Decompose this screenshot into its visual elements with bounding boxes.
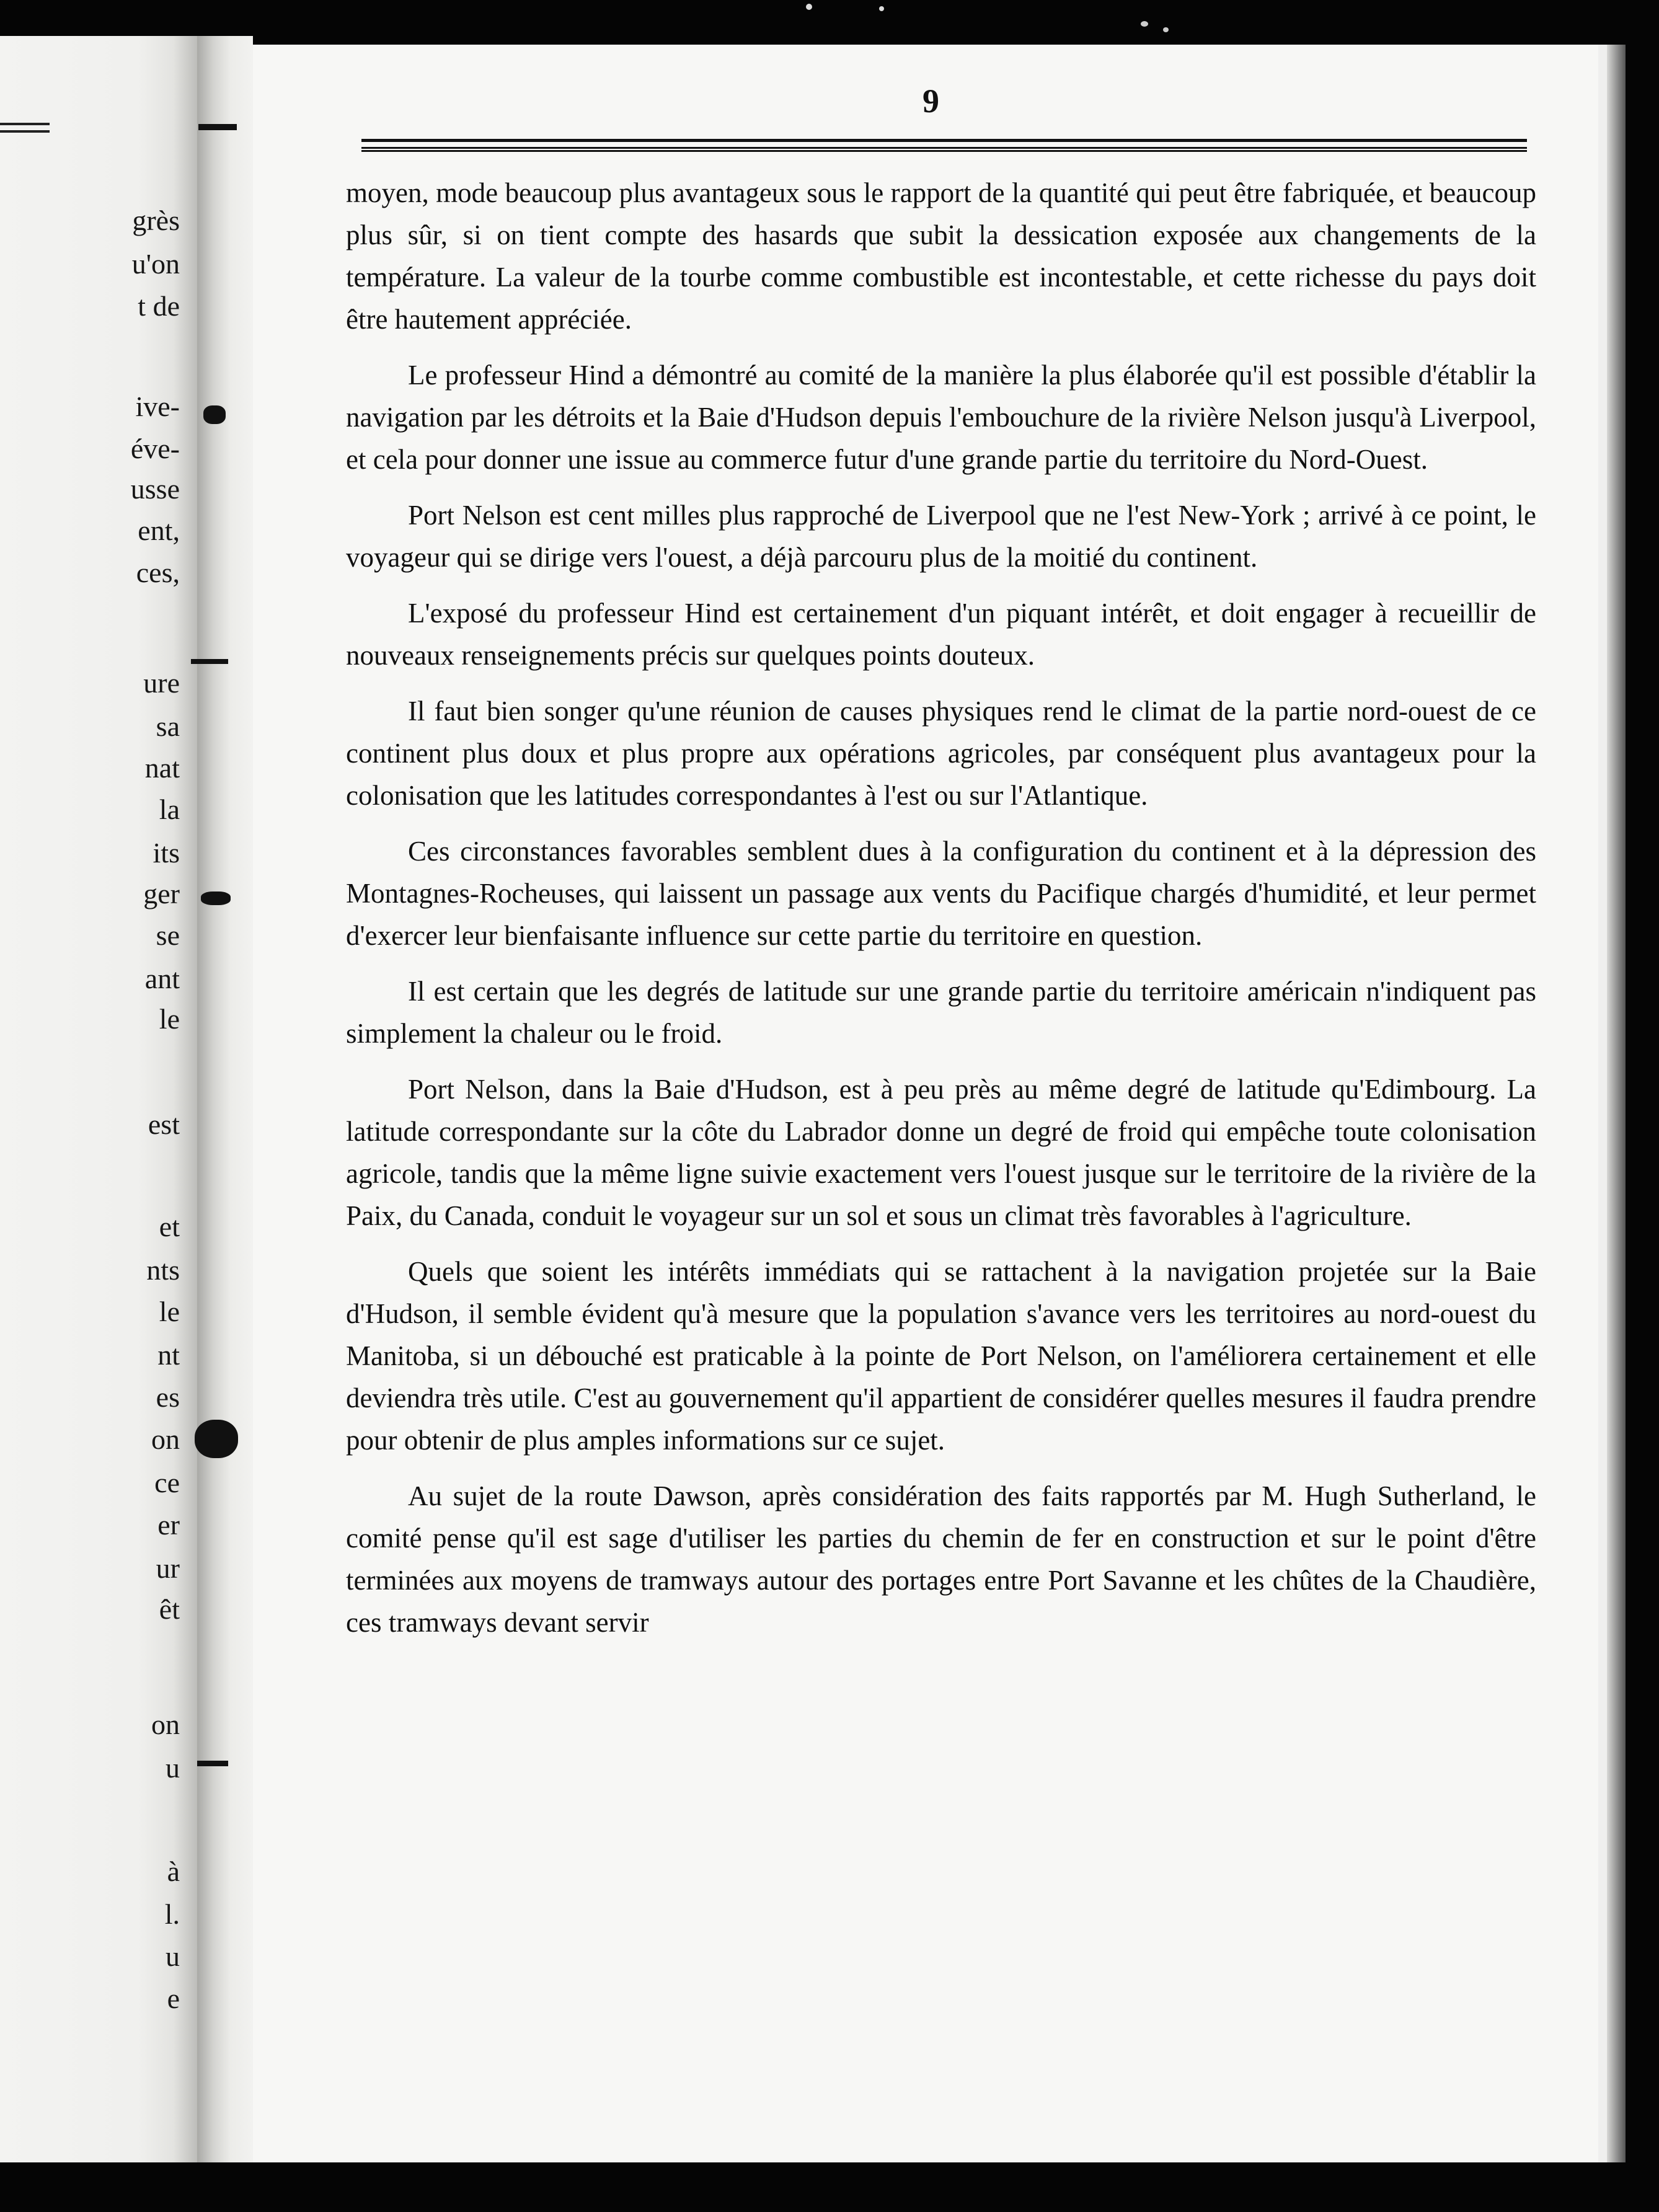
binding-tab — [201, 891, 231, 905]
left-page-fragment: à — [167, 1856, 180, 1887]
header-rule-lower — [361, 150, 1527, 152]
left-page-fragment: u'on — [131, 248, 180, 280]
left-page-fragment: ces, — [136, 557, 180, 588]
paragraph: Port Nelson est cent milles plus rapproché de Liverpool que ne l'est New-York ; arrivé à ce point, le voyageur qui se dirige vers l'ouest, a déjà parcouru plus de la moitié du continent. — [346, 500, 1536, 573]
previous-page-edge — [0, 36, 197, 2162]
left-page-fragment: êt — [159, 1593, 180, 1625]
left-page-fragment: ure — [143, 667, 180, 699]
left-header-rule — [0, 123, 50, 125]
left-page-fragment: on — [151, 1709, 180, 1740]
header-double-rule — [361, 139, 1527, 149]
binding-tab — [197, 1761, 228, 1766]
paragraph: Quels que soient les intérêts immédiats qui se rattachent à la navigation projetée sur la Baie d'Hudson, il semble évident qu'à mesure que la population s'avance vers les territoires au nord-ouest du Manitoba, si un débouché est praticable à la pointe de Port Nelson, on l'améliorera certainement et elle deviendra très utile. C'est au gouvernement qu'il appartient de considérer quelles mesures il faudra prendre pour obtenir de plus amples informations sur ce sujet. — [346, 1256, 1536, 1456]
main-page — [253, 45, 1607, 2162]
paragraph: moyen, mode beaucoup plus avantageux sous le rapport de la quantité qui peut être fabriquée, et beaucoup plus sûr, si on tient compte des hasards que subit la dessication exposée aux changements de la température. La valeur de la tourbe comme combustible est incontestable, et cette richesse du pays doit être hautement appréciée. — [346, 177, 1536, 335]
left-page-fragment: nts — [146, 1254, 180, 1286]
scan-speck — [1163, 27, 1169, 32]
left-page-fragment: usse — [130, 473, 180, 505]
left-page-fragment: on — [151, 1423, 180, 1455]
paragraph: Ces circonstances favorables semblent dues à la configuration du continent et à la dépression des Montagnes-Rocheuses, qui laissent un passage aux vents du Pacifique chargés d'humidité, et leur permet d'exercer leur bienfaisante influence sur cette partie du territoire en question. — [346, 836, 1536, 951]
paragraph: Il est certain que les degrés de latitude sur une grande partie du territoire américain n'indiquent pas simplement la chaleur ou le froid. — [346, 976, 1536, 1049]
left-page-fragment: ur — [156, 1552, 180, 1584]
left-page-fragment: u — [166, 1940, 180, 1972]
paragraph: Au sujet de la route Dawson, après considération des faits rapportés par M. Hugh Sutherland, le comité pense qu'il est sage d'utiliser les parties du chemin de fer en construction et sur le point d'être terminées aux moyens de tramways autour des portages entre Port Savanne et les chûtes de la Chaudière, ces tramways devant servir — [346, 1480, 1536, 1638]
paragraph: Il faut bien songer qu'une réunion de causes physiques rend le climat de la partie nord-ouest de ce continent plus doux et plus propre aux opérations agricoles, par conséquent plus avantageux pour la colonisation que les latitudes correspondantes à l'est ou sur l'Atlantique. — [346, 696, 1536, 811]
left-page-fragment: er — [157, 1509, 180, 1541]
page-number: 9 — [922, 82, 939, 120]
left-page-fragment: ant — [144, 963, 180, 994]
left-page-fragment: ive- — [135, 391, 180, 422]
left-page-fragment: nat — [144, 752, 180, 784]
binding-gutter — [197, 36, 253, 2162]
binding-tab — [191, 659, 228, 664]
left-header-rule-lower — [0, 130, 50, 133]
left-page-fragment: es — [156, 1381, 180, 1413]
scan-speck — [879, 6, 884, 11]
left-page-fragment: le — [159, 1296, 180, 1327]
left-page-fragment: nt — [157, 1339, 180, 1371]
left-page-fragment: u — [166, 1752, 180, 1784]
left-page-fragment: et — [159, 1211, 180, 1242]
left-page-fragment: se — [156, 919, 180, 951]
paragraph: L'exposé du professeur Hind est certainement d'un piquant intérêt, et doit engager à recueillir de nouveaux renseignements précis sur quelques points douteux. — [346, 598, 1536, 671]
left-page-fragment: la — [159, 794, 180, 825]
left-page-fragment: grès — [132, 205, 180, 236]
left-page-fragment: le — [159, 1003, 180, 1035]
binding-tab — [195, 1420, 238, 1458]
left-page-fragment: ent, — [138, 515, 180, 546]
left-page-fragment: ger — [143, 878, 180, 909]
page-edge-shadow — [1607, 45, 1626, 2162]
left-page-fragment: sa — [156, 710, 180, 742]
paragraph: Le professeur Hind a démontré au comité de la manière la plus élaborée qu'il est possible d'établir la navigation par les détroits et la Baie d'Hudson depuis l'embouchure de la rivière Nelson jusqu'à Liverpool, et cela pour donner une issue au commerce futur d'une grande partie du territoire du Nord-Ouest. — [346, 360, 1536, 475]
binding-tab — [203, 405, 226, 424]
left-page-fragment: l. — [164, 1898, 180, 1930]
left-page-fragment: e — [167, 1983, 180, 2014]
scan-speck — [1141, 21, 1148, 27]
body-text — [346, 172, 1536, 1657]
left-page-fragment: ce — [154, 1467, 180, 1498]
binding-tab — [198, 124, 237, 130]
left-page-fragment: t de — [138, 290, 180, 322]
paragraph: Port Nelson, dans la Baie d'Hudson, est à peu près au même degré de latitude qu'Edimbourg. La latitude correspondante sur la côte du Labrador donne un degré de froid qui empêche toute colonisation agricole, tandis que la même ligne suivie exactement vers l'ouest jusque sur le territoire de la rivière de la Paix, du Canada, conduit le voyageur sur un sol et sous un climat très favorables à l'agriculture. — [346, 1074, 1536, 1231]
left-page-fragment: éve- — [130, 433, 180, 464]
left-page-fragment: est — [148, 1108, 180, 1140]
left-page-fragment: its — [153, 837, 180, 869]
scan-speck — [806, 4, 812, 10]
